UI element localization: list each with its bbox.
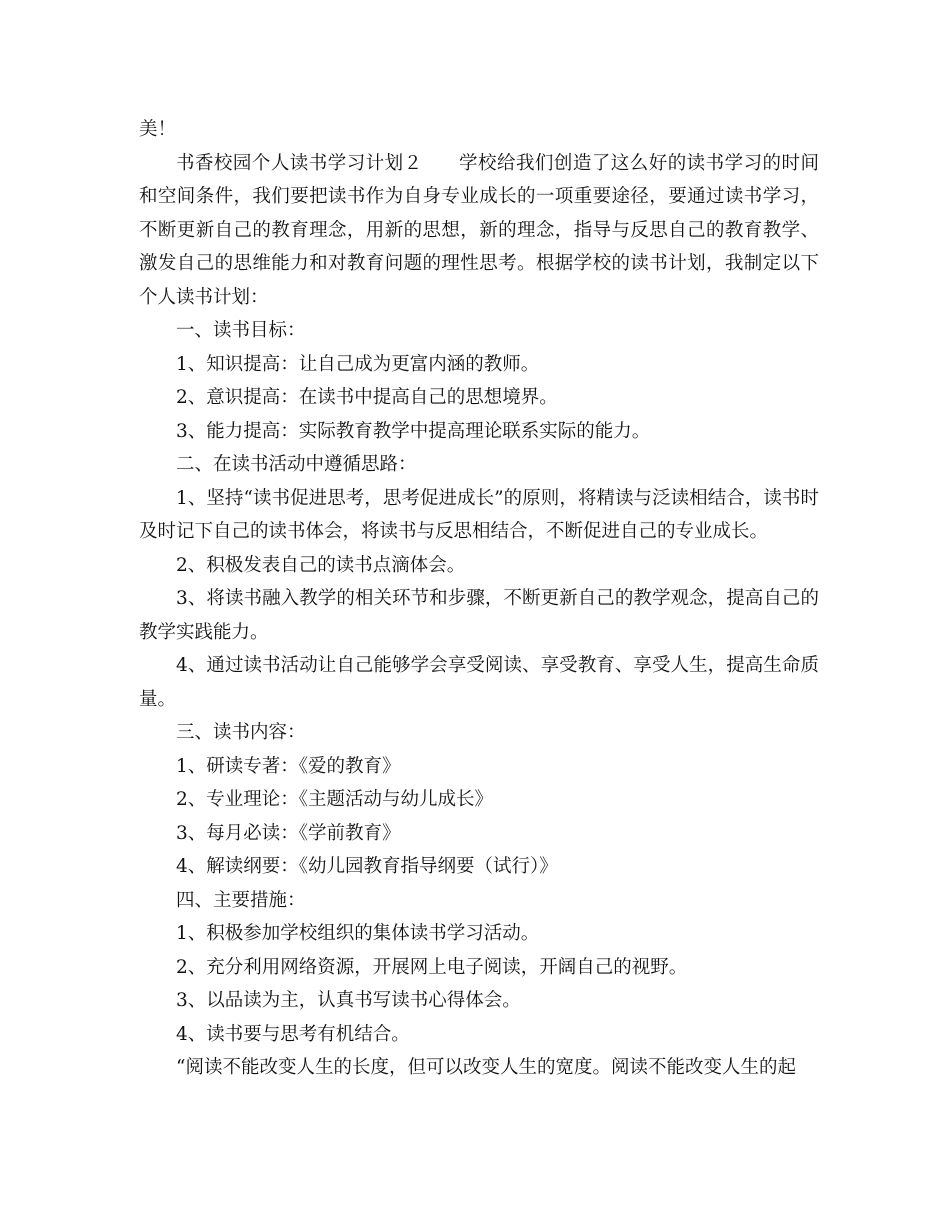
list-item: 1、知识提高：让自己成为更富内涵的教师。 <box>176 353 540 375</box>
list-item: 3、能力提高：实际教育教学中提高理论联系实际的能力。 <box>176 420 651 442</box>
heading-goals: 一、读书目标： <box>176 320 306 341</box>
list-item: 1、坚持“读书促进思考，思考促进成长”的原则，将精读与泛读相结合，读书时及时记下自己的读书体会，将读书与反思相结合，不断促进自己的专业成长。 <box>139 487 819 542</box>
list-item: 3、每月必读：《学前教育》 <box>176 822 401 844</box>
document-body <box>139 113 819 1085</box>
list-item: 1、积极参加学校组织的集体读书学习活动。 <box>176 923 540 944</box>
list-item: 2、意识提高：在读书中提高自己的思想境界。 <box>176 387 558 408</box>
section-title: 书香校园个人读书学习计划２ <box>176 152 423 174</box>
intro-text: 学校给我们创造了这么好的读书学习的时间和空间条件，我们要把读书作为自身专业成长的一项重要途径，要通过读书学习，不断更新自己的教育理念，用新的思想，新的理念，指导与反思自己的教育教学、激发自己的思维能力和对教育问题的理性思考。根据学校的读书计划，我制定以下个人读书计划： <box>139 152 819 308</box>
heading-content: 三、读书内容： <box>176 722 306 743</box>
list-item: 3、以品读为主，认真书写读书心得体会。 <box>176 990 521 1011</box>
list-item: 2、充分利用网络资源，开展网上电子阅读，开阔自己的视野。 <box>176 956 688 978</box>
paragraph-continuation: 美！ <box>139 119 177 140</box>
list-item: 4、读书要与思考有机结合。 <box>176 1023 410 1045</box>
list-item: 4、解读纲要：《幼儿园教育指导纲要（试行）》 <box>176 856 558 877</box>
list-item: 4、通过读书活动让自己能够学会享受阅读、享受教育、享受人生，提高生命质量。 <box>139 655 819 710</box>
list-item: 2、积极发表自己的读书点滴体会。 <box>176 554 466 576</box>
paragraph-intro <box>139 147 819 315</box>
paragraph-quote: “阅读不能改变人生的长度，但可以改变人生的宽度。阅读不能改变人生的起 <box>176 1057 796 1078</box>
heading-measures: 四、主要措施： <box>176 889 306 911</box>
list-item: 1、研读专著：《爱的教育》 <box>176 755 401 777</box>
heading-approach: 二、在读书活动中遵循思路： <box>176 454 417 475</box>
list-item: 3、将读书融入教学的相关环节和步骤，不断更新自己的教学观念，提高自己的教学实践能力。 <box>139 588 819 643</box>
list-item: 2、专业理论：《主题活动与幼儿成长》 <box>176 789 494 810</box>
